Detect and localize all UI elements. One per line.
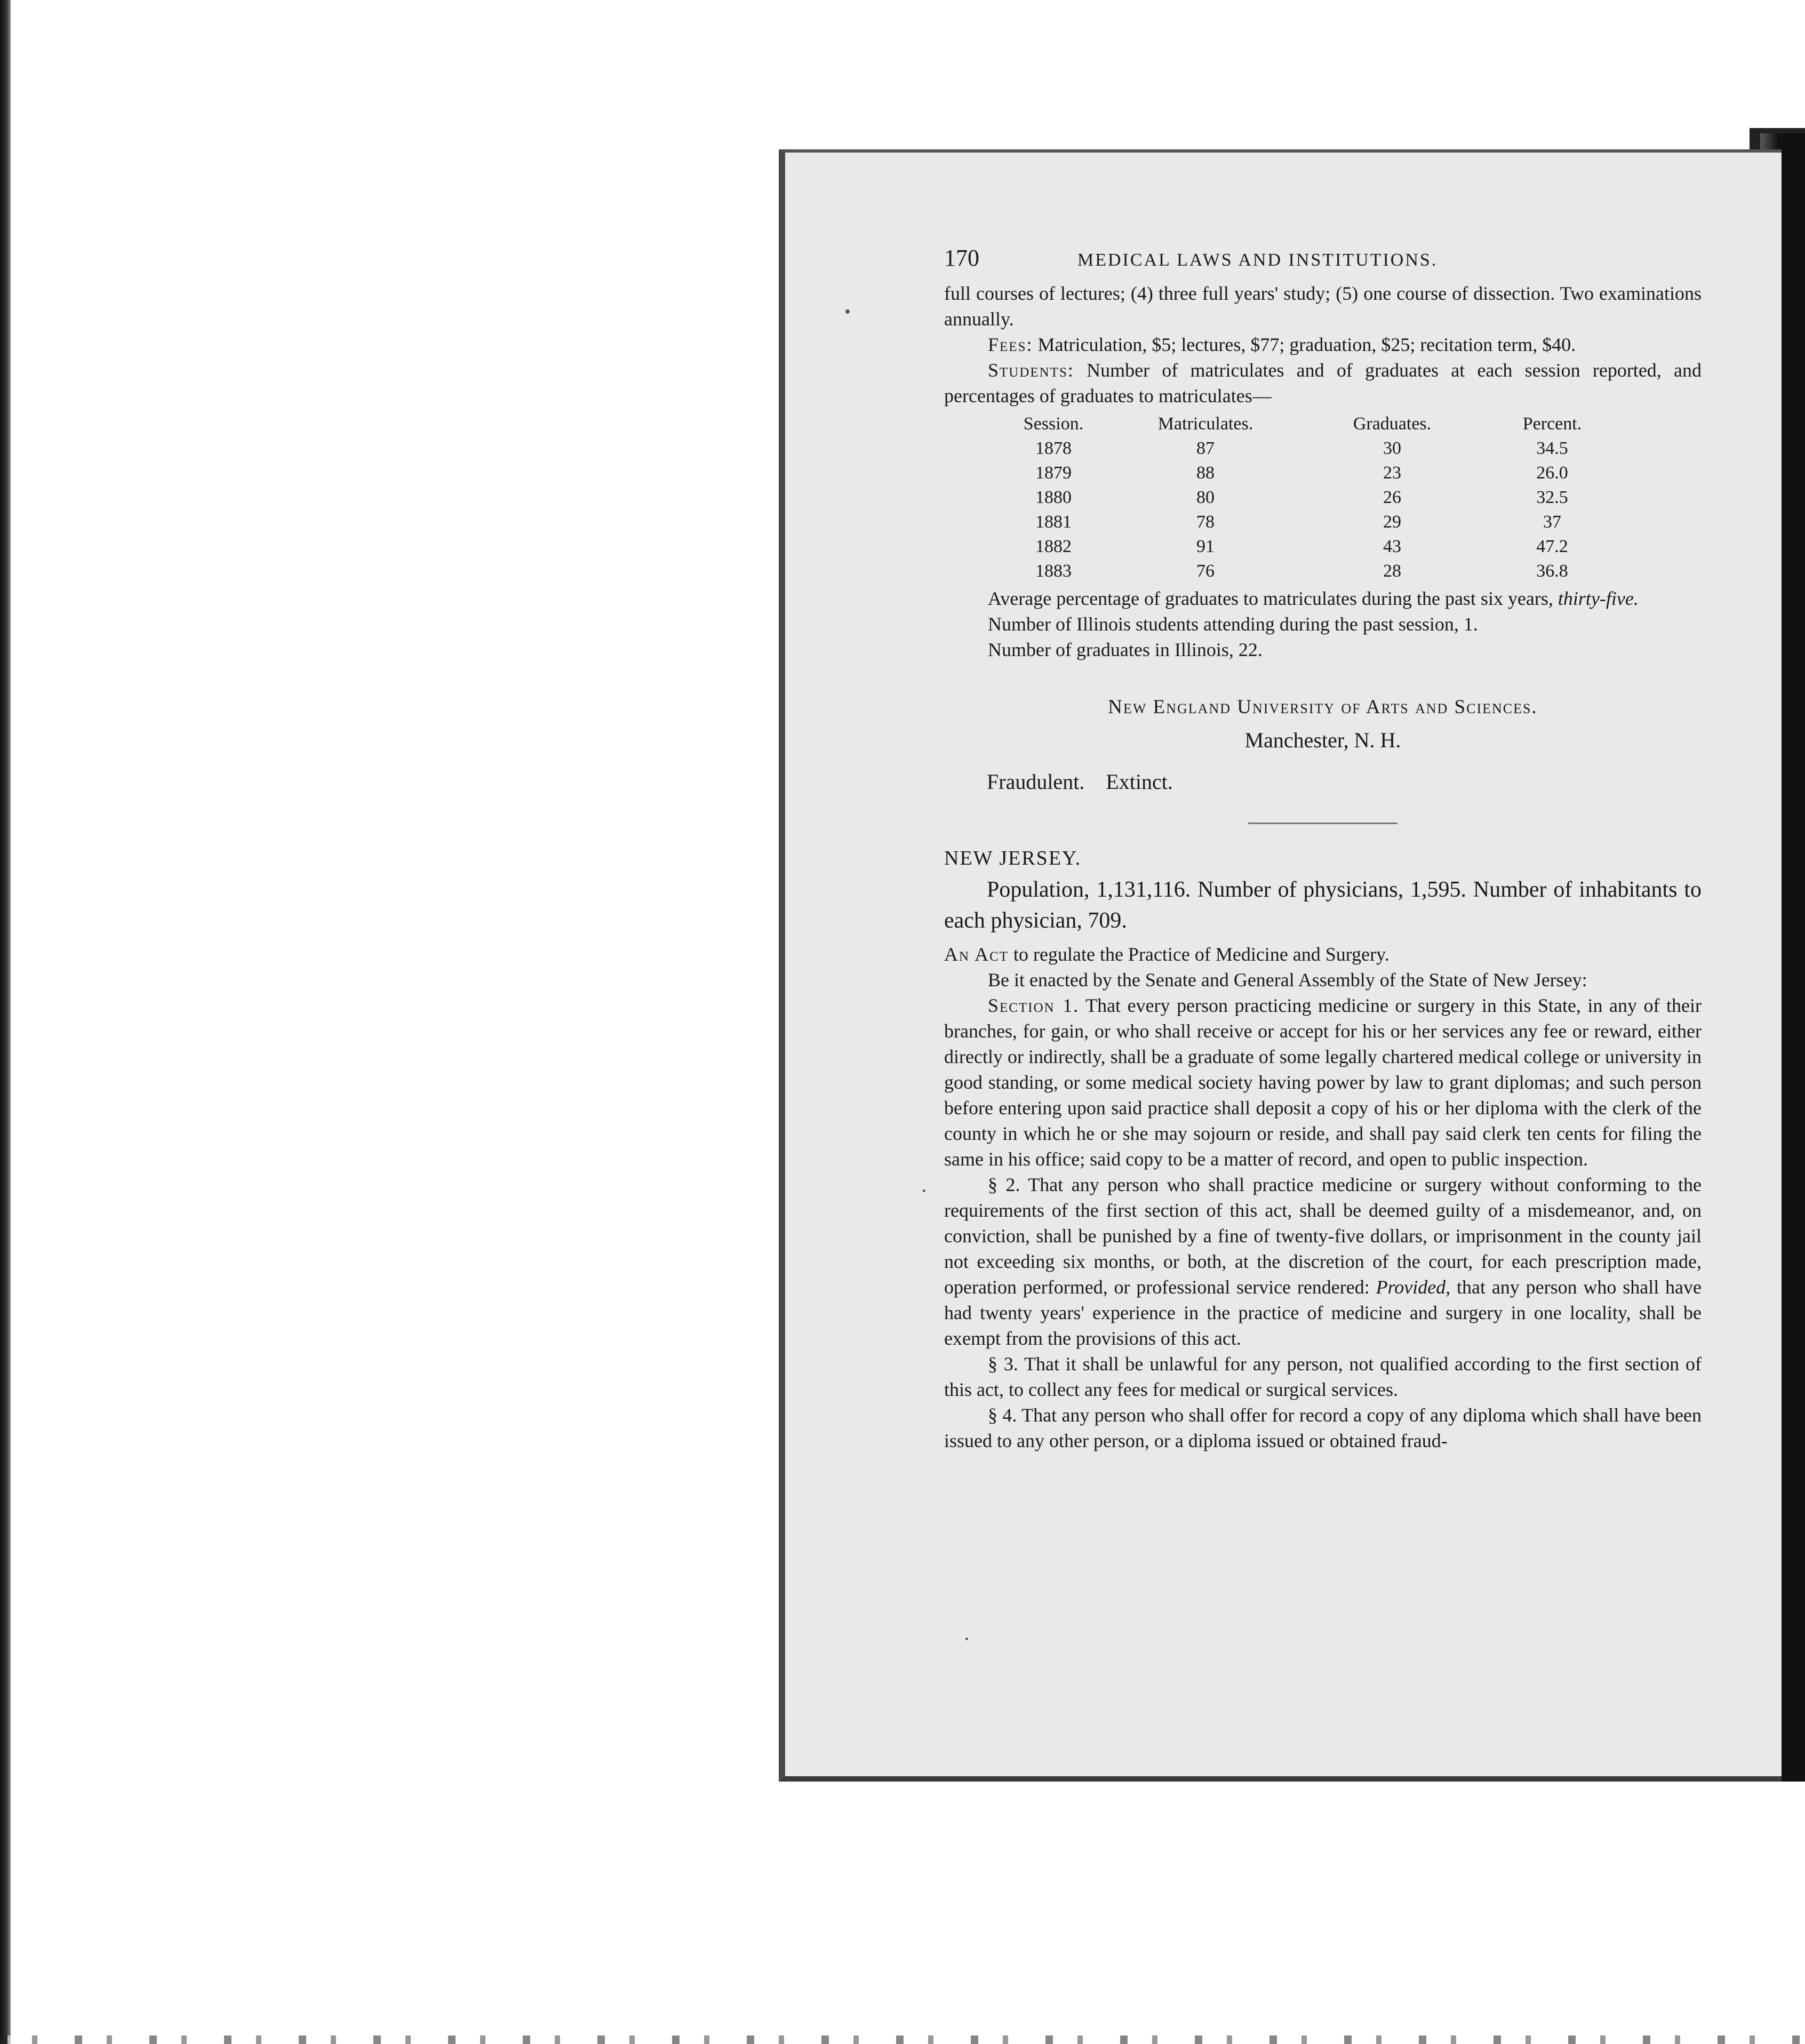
session-cell: 1878 (1035, 438, 1072, 458)
fees-label: Fees: (988, 334, 1033, 355)
table-row (1008, 485, 1632, 510)
average-value: thirty-five. (1558, 588, 1639, 609)
session-cell: 1883 (1035, 561, 1072, 581)
graduates-cell: 43 (1383, 537, 1401, 556)
act-title-text: to regulate the Practice of Medicine and Surgery. (1009, 944, 1389, 965)
matriculates-cell: 78 (1196, 512, 1215, 532)
illinois-students: Number of Illinois students attending during the past session, 1. (988, 613, 1478, 635)
section-2-text-b: that any person who shall have had twenty years' experience in the practice of medicine and surgery in one locality, shall be exempt from the provisions of this act. (944, 1276, 1702, 1349)
requirements-paragraph: full courses of lectures; (4) three full years' study; (5) one course of dissection. Two examinations annually. (944, 283, 1702, 330)
fees-text: Matriculation, $5; lectures, $77; graduation, $25; recitation term, $40. (1033, 334, 1576, 355)
average-paragraph (944, 586, 1702, 611)
percent-cell: 47.2 (1536, 537, 1568, 556)
running-head (944, 245, 1702, 273)
percent-cell: 26.0 (1536, 463, 1568, 483)
institution-status (944, 769, 1702, 795)
percent-cell: 34.5 (1536, 438, 1568, 458)
section-divider (1248, 823, 1397, 824)
section-3: § 3. That it shall be unlawful for any person, not qualified according to the first section of this act, to collect any fees for medical or surgical services. (944, 1353, 1702, 1400)
state-heading: NEW JERSEY. (944, 847, 1082, 869)
table-row (1008, 534, 1632, 559)
session-cell: 1880 (1035, 488, 1072, 507)
running-title: MEDICAL LAWS AND INSTITUTIONS. (1077, 250, 1438, 270)
percent-cell: 32.5 (1536, 488, 1568, 507)
speck (923, 1189, 925, 1192)
page-number: 170 (944, 245, 979, 271)
graduates-cell: 30 (1383, 438, 1401, 458)
table-row (1008, 510, 1632, 534)
section-4: § 4. That any person who shall offer for record a copy of any diploma which shall have been issued to any other person, or a diploma issued or obtained fraud- (944, 1404, 1702, 1451)
fees-paragraph (944, 332, 1702, 357)
percent-cell: 37 (1543, 512, 1561, 532)
status-fraudulent: Fraudulent. (987, 770, 1085, 794)
graduates-cell: 26 (1383, 488, 1401, 507)
speck (965, 1638, 968, 1640)
session-cell: 1879 (1035, 463, 1072, 483)
section-1-text: That every person practicing medicine or surgery in this State, in any of their branches, for gain, or who shall receive or accept for his or her services any fee or reward, either directly or indirectly, shall be a graduate of some legally chartered medical college or university in good standing, or some medical society having power by law to grant diplomas; and such person before entering upon said practice shall deposit a copy of his or her diploma with the clerk of the county in which he or she may sojourn or reside, and shall pay said clerk ten cents for filing the same in his office; said copy to be a matter of record, and open to public inspection. (944, 995, 1702, 1170)
table-row (1008, 461, 1632, 485)
session-cell: 1882 (1035, 537, 1072, 556)
section-2-text-a: § 2. That any person who shall practice medicine or surgery without conforming to the requirements of the first section of this act, shall be deemed guilty of a misdemeanor, and, on conviction, shall be punished by a fine of twenty-five dollars, or imprisonment in the county jail not exceeding six months, or both, at the discretion of the court, for each prescription made, operation performed, or professional service rendered: (944, 1174, 1702, 1298)
section-1-label: Section 1. (988, 995, 1080, 1016)
act-label: An Act (944, 944, 1009, 965)
page-text (944, 245, 1702, 1454)
graduates-cell: 29 (1383, 512, 1401, 532)
institution-name: New England University of Arts and Sciences. (1108, 696, 1538, 718)
session-table (1008, 412, 1632, 584)
average-text: Average percentage of graduates to matriculates during the past six years, (988, 588, 1558, 609)
column-header-matriculates: Matriculates. (1157, 414, 1253, 434)
table-row (1008, 559, 1632, 584)
population-paragraph: Population, 1,131,116. Number of physicians, 1,595. Number of inhabitants to each physician, 709. (944, 877, 1702, 933)
column-header-graduates: Graduates. (1353, 414, 1432, 434)
students-text: Number of matriculates and of graduates at each session reported, and percentages of graduates to matriculates— (944, 360, 1702, 406)
institution-location: Manchester, N. H. (1244, 728, 1401, 752)
column-header-percent: Percent. (1522, 414, 1582, 434)
table-header-row (1008, 412, 1632, 436)
enacting-clause: Be it enacted by the Senate and General Assembly of the State of New Jersey: (988, 969, 1587, 991)
students-paragraph (944, 357, 1702, 409)
section-2-provided: Provided, (1376, 1276, 1451, 1298)
graduates-cell: 28 (1383, 561, 1401, 581)
percent-cell: 36.8 (1536, 561, 1568, 581)
scan-left-edge (0, 0, 11, 2044)
graduates-cell: 23 (1383, 463, 1401, 483)
section-1 (944, 993, 1702, 1172)
matriculates-cell: 88 (1196, 463, 1215, 483)
column-header-session: Session. (1023, 414, 1084, 434)
matriculates-cell: 91 (1196, 537, 1215, 556)
section-2 (944, 1172, 1702, 1351)
students-label: Students: (988, 360, 1074, 381)
session-cell: 1881 (1035, 512, 1072, 532)
speck (845, 309, 850, 314)
matriculates-cell: 76 (1196, 561, 1215, 581)
act-title (944, 941, 1702, 967)
scan-bottom-edge (0, 2035, 1805, 2044)
illinois-graduates: Number of graduates in Illinois, 22. (988, 639, 1263, 660)
matriculates-cell: 80 (1196, 488, 1215, 507)
status-extinct: Extinct. (1106, 770, 1173, 794)
matriculates-cell: 87 (1196, 438, 1215, 458)
table-row (1008, 436, 1632, 461)
